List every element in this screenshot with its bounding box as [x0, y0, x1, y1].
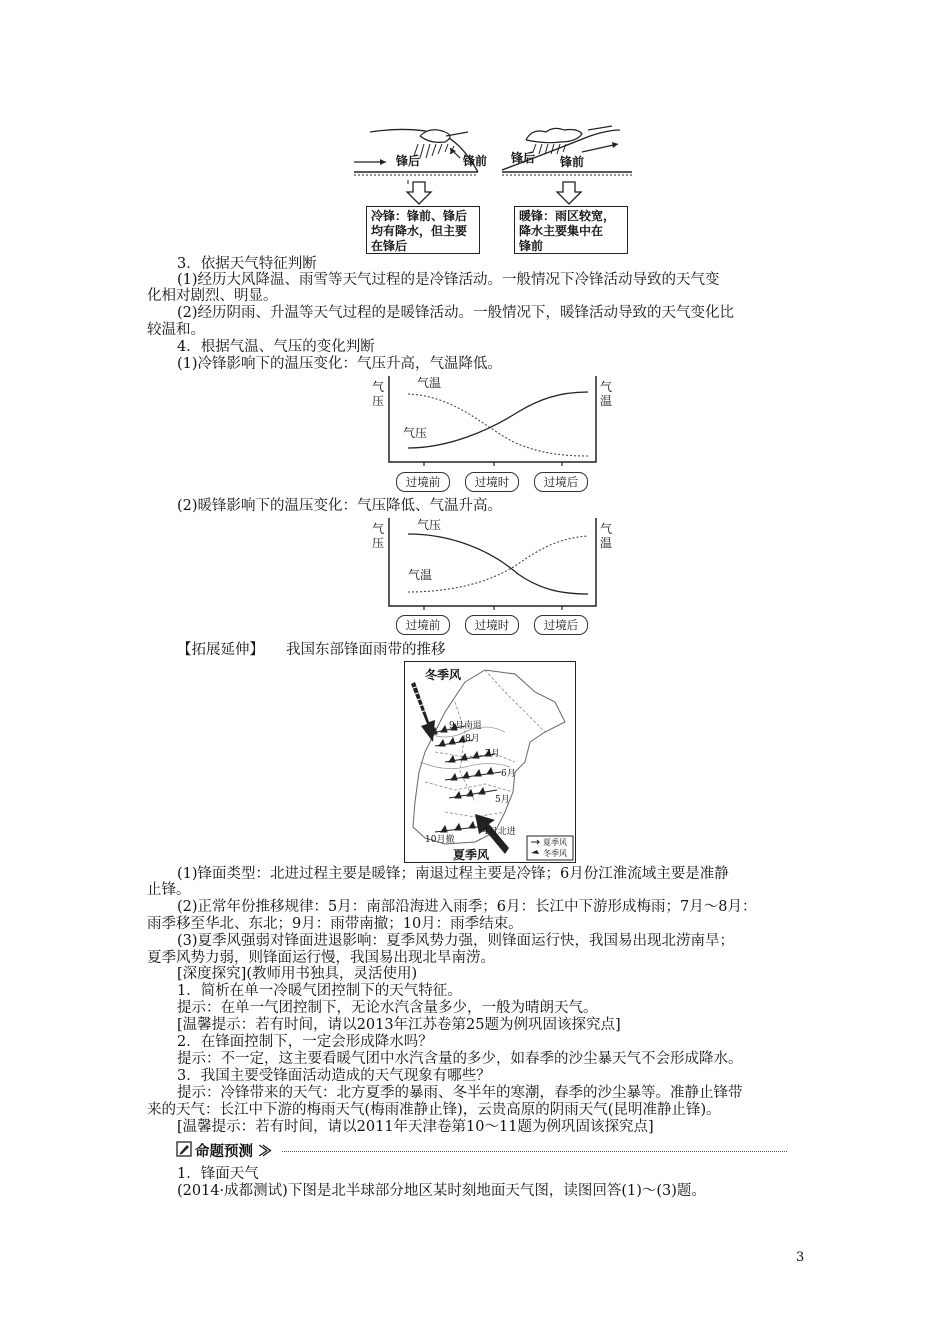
warm-back-label: 锋后: [511, 151, 536, 165]
map-sep-label: 9月南退: [449, 721, 482, 731]
monsoon-map: [404, 661, 576, 863]
chart1-stage: 过境时: [465, 472, 519, 492]
chart2-label-bottom: 气温: [408, 568, 433, 582]
extension-title: 我国东部锋面雨带的推移: [286, 642, 446, 658]
map-apr-label: 4月北进: [483, 827, 516, 837]
predict-line-2: (2014·成都测试)下图是北半球部分地区某时刻地面天气图，读图回答(1)～(3)题。: [177, 1183, 706, 1199]
chart2-label-top: 气压: [417, 518, 442, 532]
chart1-right-axis: 气温: [600, 380, 613, 408]
explore-line-6: 提示：不一定，这主要看暖气团中水汽含量的多少，如春季的沙尘暴天气不会形成降水。: [177, 1051, 743, 1067]
predict-heading: 命题预测 ≫: [195, 1143, 273, 1160]
section4-heading: 4．根据气温、气压的变化判断: [177, 339, 375, 355]
section3-p2-line2: 较温和。: [147, 322, 205, 338]
warm-box-line: 暖锋：雨区较宽，: [519, 209, 616, 223]
chart1-label-top: 气温: [417, 376, 442, 390]
cold-box-line: 冷锋：锋前、锋后: [371, 209, 468, 223]
map-summer-label: 夏季风: [453, 848, 490, 862]
map-jul-label: 7月: [485, 749, 500, 759]
extension-tag: 【拓展延伸】: [177, 642, 264, 658]
predict-divider: [282, 1151, 787, 1152]
explore-line-1: [深度探究](教师用书独具，灵活使用): [177, 966, 418, 982]
map-aug-label: 8月: [465, 734, 480, 744]
explore-line-2: 1．简析在单一冷暖气团控制下的天气特征。: [177, 983, 462, 999]
explore-line-8: 提示：冷锋带来的天气：北方夏季的暴雨、冬半年的寒潮，春季的沙尘暴等。准静止锋带: [177, 1085, 743, 1101]
ext-line-4: 雨季移至华北、东北；9月：雨带南撤；10月：雨季结束。: [147, 916, 523, 932]
cold-front-box: [366, 206, 480, 254]
warm-front-label: 锋前: [560, 155, 585, 169]
map-winter-label: 冬季风: [425, 668, 462, 682]
explore-line-3: 提示：在单一气团控制下，无论水汽含量多少，一般为晴朗天气。: [177, 1000, 598, 1016]
chart2-left-axis: 气压: [372, 522, 385, 550]
warm-box-line: 降水主要集中在: [519, 224, 604, 238]
warm-front-box: [514, 206, 628, 254]
chart2-right-axis: 气温: [600, 522, 613, 550]
section4-p2: (2)暖锋影响下的温压变化：气压降低、气温升高。: [177, 498, 503, 514]
page-number: 3: [796, 1250, 805, 1265]
map-legend-winter: 冬季风: [543, 849, 567, 858]
ext-line-6: 夏季风势力弱，则锋面运行慢，我国易出现北旱南涝。: [147, 950, 495, 966]
section3-heading: 3．依据天气特征判断: [177, 256, 317, 272]
cold-box-line: 均有降水，但主要: [371, 224, 468, 238]
extension-heading: [177, 642, 446, 659]
chart1-label-bottom: 气压: [403, 426, 428, 440]
chart1-left-axis: 气压: [372, 380, 385, 408]
section3-p1-line1: (1)经历大风降温、雨雪等天气过程的是冷锋活动。一般情况下冷锋活动导致的天气变: [177, 272, 720, 288]
map-jun-label: 6月: [501, 769, 516, 779]
map-oct-label: 10月撤: [425, 835, 455, 845]
down-arrows: [395, 180, 595, 206]
explore-line-7: 3．我国主要受锋面活动造成的天气现象有哪些？: [177, 1068, 491, 1084]
ext-line-3: (2)正常年份推移规律：5月：南部沿海进入雨季；6月：长江中下游形成梅雨；7月～8月：: [177, 899, 757, 915]
ext-line-5: (3)夏季风强弱对锋面进退影响：夏季风势力强，则锋面运行快，我国易出现北涝南旱；: [177, 933, 735, 949]
explore-line-9: 来的天气：长江中下游的梅雨天气(梅雨准静止锋)，云贵高原的阴雨天气(昆明准静止锋)。: [147, 1102, 721, 1118]
warm-box-line: 锋前: [519, 239, 544, 253]
chart1-stage: 过境前: [396, 472, 450, 492]
explore-line-10: [温馨提示：若有时间，请以2011年天津卷第10～11题为例巩固该探究点]: [177, 1119, 654, 1135]
map-legend-summer: 夏季风: [543, 838, 567, 847]
map-may-label: 5月: [495, 795, 510, 805]
cold-box-line: 在锋后: [371, 239, 408, 253]
section3-p1-line2: 化相对剧烈、明显。: [147, 288, 278, 304]
ext-line-2: 止锋。: [147, 882, 191, 898]
section3-p2-line1: (2)经历阴雨、升温等天气过程的是暖锋活动。一般情况下，暖锋活动导致的天气变化比: [177, 305, 735, 321]
explore-line-5: 2．在锋面控制下，一定会形成降水吗？: [177, 1034, 433, 1050]
pencil-icon: [176, 1141, 192, 1157]
predict-line-1: 1．锋面天气: [177, 1166, 259, 1182]
ext-line-1: (1)锋面类型：北进过程主要是暖锋；南退过程主要是冷锋；6月份江淮流域主要是准静: [177, 866, 729, 882]
chart2-stage: 过境后: [534, 615, 588, 635]
cold-front-label: 锋前: [463, 154, 488, 168]
chart1-stage: 过境后: [534, 472, 588, 492]
chart2-stage: 过境时: [465, 615, 519, 635]
section4-p1: (1)冷锋影响下的温压变化：气压升高，气温降低。: [177, 356, 503, 372]
chart2-stage: 过境前: [396, 615, 450, 635]
cold-back-label: 锋后: [396, 154, 421, 168]
explore-line-4: [温馨提示：若有时间，请以2013年江苏卷第25题为例巩固该探究点]: [177, 1017, 621, 1033]
front-diagram: [350, 122, 635, 184]
